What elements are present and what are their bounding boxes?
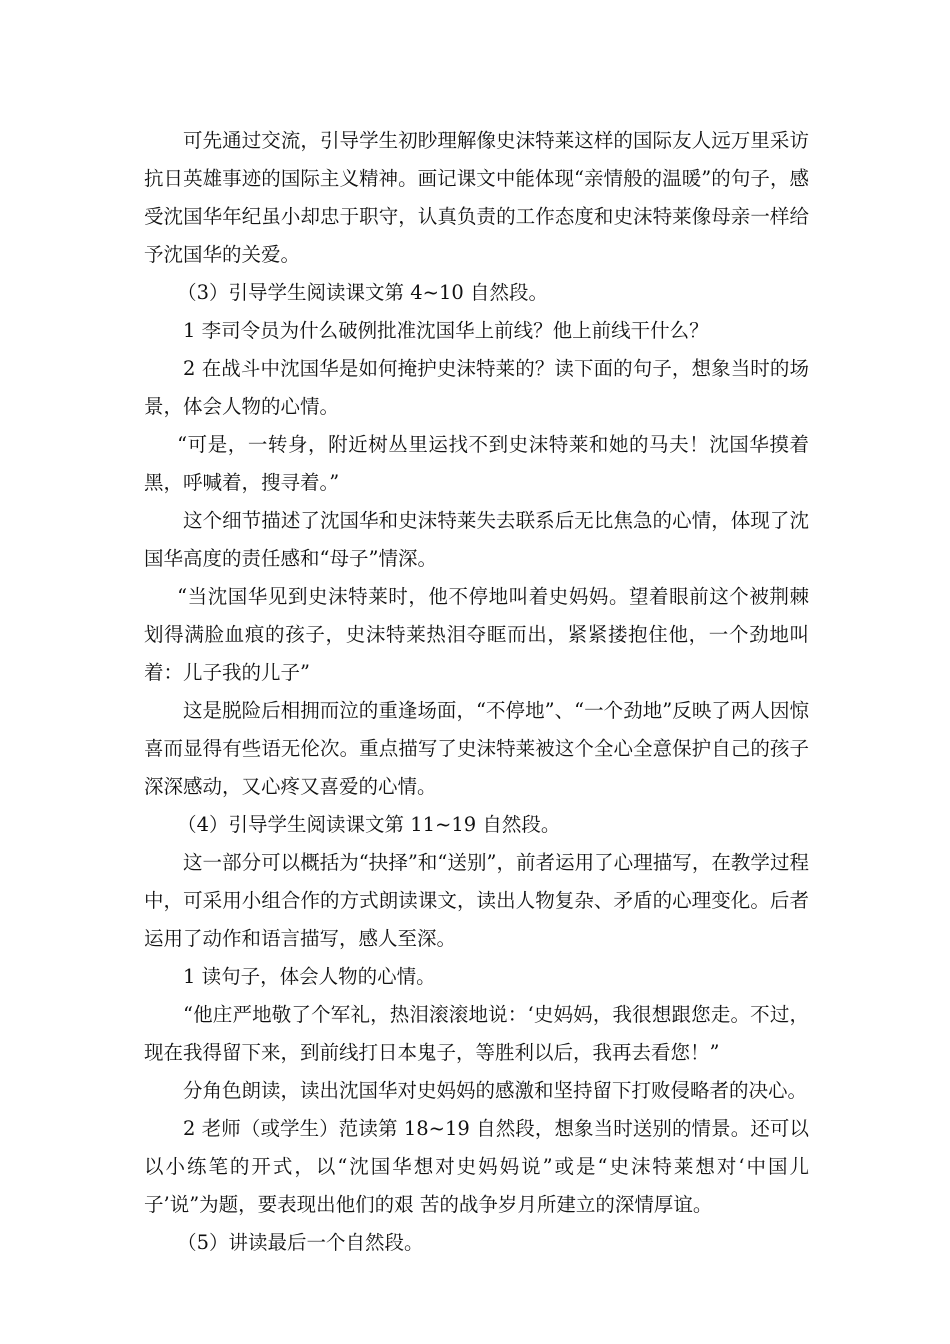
document-body: [144, 122, 809, 1262]
quote-salute: “他庄严地敬了个军礼，热泪滚滚地说：‘史妈妈，我很想跟您走。不过，现在我得留下来，到前线打日本鬼子，等胜利以后，我再去看您！”: [144, 1003, 809, 1064]
analysis-search: 这个细节描述了沈国华和史沫特莱失去联系后无比焦急的心情，体现了沈国华高度的责任感和“母子”情深。: [144, 509, 809, 570]
question-1: 1 李司令员为什么破例批准沈国华上前线？他上前线干什么？: [183, 319, 709, 342]
quote-reunion: “当沈国华见到史沫特莱时，他不停地叫着史妈妈。望着眼前这个被荆棘划得满脸血痕的孩子，史沫特莱热泪夺眶而出，紧紧搂抱住他，一个劲地叫着：儿子我的儿子”: [144, 585, 809, 684]
task-read-sentence: 1 读句子，体会人物的心情。: [183, 965, 436, 988]
section-heading-3: （3）引导学生阅读课文第 4~10 自然段。: [177, 281, 549, 304]
analysis-reunion: 这是脱险后相拥而泣的重逢场面，“不停地”、“一个劲地”反映了两人因惊喜而显得有些语无伦次。重点描写了史沫特莱被这个全心全意保护自己的孩子深深感动，又心疼又喜爱的心情。: [144, 699, 809, 798]
section-heading-4: （4）引导学生阅读课文第 11~19 自然段。: [177, 813, 561, 836]
task-model-reading: 2 老师（或学生）范读第 18~19 自然段，想象当时送别的情景。还可以以小练笔的开式，以“沈国华想对史妈妈说”或是“史沫特莱想对‘中国儿子’说”为题，要表现出他们的艰 苦的战争岁月所建立的深情厚谊。: [144, 1117, 809, 1216]
question-2: 2 在战斗中沈国华是如何掩护史沫特莱的？读下面的句子，想象当时的场景，体会人物的心情。: [144, 357, 809, 418]
paragraph-intro: 可先通过交流，引导学生初眇理解像史沫特莱这样的国际友人远万里采访抗日英雄事迹的国际主义精神。画记课文中能体现“亲情般的温暖”的句子，感受沈国华年纪虽小却忠于职守，认真负责的工作态度和史沫特莱像母亲一样给予沈国华的关爱。: [144, 129, 809, 266]
section-4-summary: 这一部分可以概括为“抉择”和“送别”，前者运用了心理描写，在教学过程中，可采用小组合作的方式朗读课文，读出人物复杂、矛盾的心理变化。后者运用了动作和语言描写，感人至深。: [144, 851, 809, 950]
section-heading-5: （5）讲读最后一个自然段。: [177, 1231, 424, 1254]
role-reading: 分角色朗读，读出沈国华对史妈妈的感激和坚持留下打败侵略者的决心。: [183, 1079, 808, 1102]
quote-search: “可是，一转身，附近树丛里运找不到史沫特莱和她的马夫！沈国华摸着黑，呼喊着，搜寻着。”: [144, 433, 809, 494]
